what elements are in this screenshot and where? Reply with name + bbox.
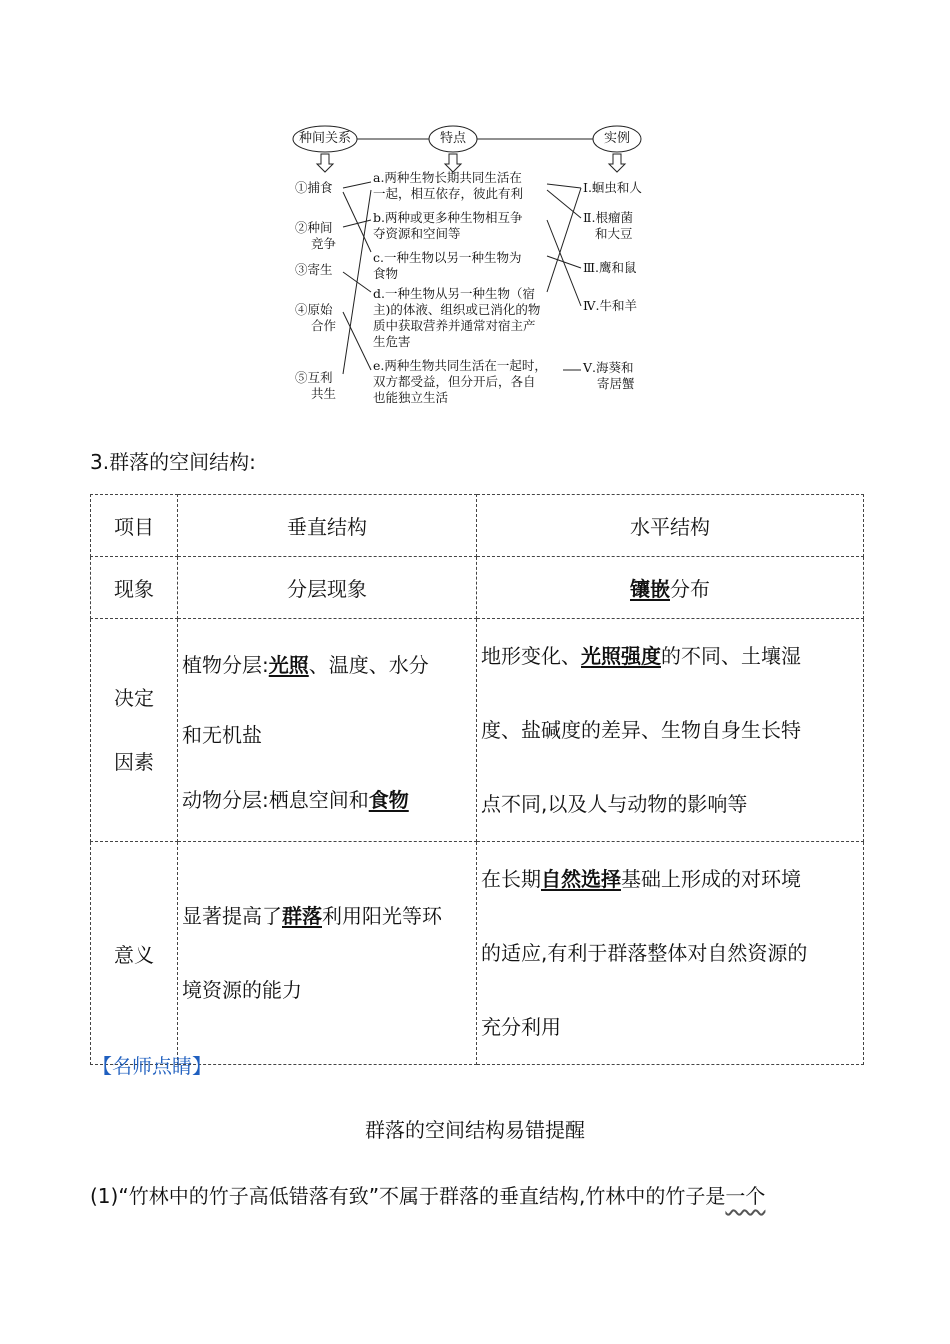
- tip-paragraph-text: (1)“竹林中的竹子高低错落有致”不属于群落的垂直结构,竹林中的竹子是: [90, 1184, 726, 1208]
- meaning-h-rest: 基础上形成的对环境: [621, 867, 801, 891]
- relation-parasitism: ③寄生: [295, 262, 333, 277]
- feature-d-2: 主)的体液、组织或已消化的物: [373, 302, 541, 317]
- table-row-phenomenon: [91, 557, 864, 619]
- feature-c-1: c.一种生物以另一种生物为: [373, 250, 522, 265]
- meaning-horizontal-line-1: [481, 842, 859, 916]
- factors-plant-prefix: 植物分层:: [182, 653, 269, 677]
- example-5-1: Ⅴ.海葵和: [583, 360, 634, 375]
- factors-label-1: 决定: [114, 686, 154, 710]
- meaning-v-rest: 利用阳光等环: [322, 904, 442, 928]
- header-vertical: 垂直结构: [178, 495, 477, 557]
- factors-horizontal: [477, 619, 864, 842]
- feature-d-4: 生危害: [373, 334, 411, 349]
- factors-horizontal-line-1: [481, 619, 859, 693]
- spatial-structure-table: [90, 494, 864, 1065]
- header-horizontal: 水平结构: [477, 495, 864, 557]
- relation-competition-2: 竞争: [311, 236, 337, 251]
- relation-competition-1: ②种间: [295, 220, 333, 235]
- meaning-horizontal-line-2: 的适应,有利于群落整体对自然资源的: [481, 941, 808, 965]
- meaning-label: 意义: [91, 842, 178, 1065]
- factors-animal-line: [182, 770, 472, 830]
- example-2-2: 和大豆: [595, 226, 633, 241]
- phenomenon-horizontal-rest: 分布: [670, 577, 710, 601]
- factors-plant-line: [182, 630, 472, 700]
- feature-a-1: a.两种生物长期共同生活在: [373, 170, 522, 185]
- feature-e-1: e.两种生物共同生活在一起时，: [373, 358, 547, 373]
- factors-animal-prefix: 动物分层:栖息空间和: [182, 788, 369, 812]
- example-5-2: 寄居蟹: [597, 376, 635, 391]
- table-row-factors: [91, 619, 864, 842]
- factors-horizontal-line-2: 度、盐碱度的差异、生物自身生长特: [481, 718, 801, 742]
- feature-d-1: d.一种生物从另一种生物（宿: [373, 286, 535, 301]
- feature-a-2: 一起，相互依存，彼此有利: [373, 186, 524, 201]
- feature-c-2: 食物: [373, 266, 399, 281]
- section-title: 3.群落的空间结构:: [90, 450, 256, 474]
- relation-protocooperation-1: ④原始: [295, 302, 333, 317]
- tip-paragraph-emphasis: 一个: [725, 1184, 766, 1208]
- meaning-horizontal: [477, 842, 864, 1065]
- example-1: Ⅰ.蛔虫和人: [583, 180, 642, 195]
- phenomenon-horizontal-key: 镶嵌: [630, 577, 670, 601]
- relation-predation: ①捕食: [295, 180, 333, 195]
- meaning-vertical-line-2: 境资源的能力: [182, 978, 302, 1002]
- diagram-header-feature: 特点: [439, 131, 466, 146]
- tip-label: 【名师点睛】: [92, 1054, 212, 1078]
- example-4: Ⅳ.牛和羊: [583, 298, 637, 313]
- feature-e-3: 也能独立生活: [373, 390, 449, 405]
- meaning-horizontal-line-3: 充分利用: [481, 1015, 561, 1039]
- feature-d-3: 质中获取营养并通常对宿主产: [373, 318, 536, 333]
- diagram-header-relation: 种间关系: [298, 131, 351, 146]
- phenomenon-label: 现象: [91, 557, 178, 619]
- factors-plant-key: 光照: [268, 653, 309, 677]
- factors-animal-key: 食物: [368, 788, 409, 812]
- factors-h-rest: 的不同、土壤湿: [661, 644, 801, 668]
- meaning-vertical: [178, 842, 477, 1065]
- species-relationship-diagram: [285, 122, 665, 412]
- meaning-vertical-line-1: [182, 879, 472, 953]
- meaning-h-key: 自然选择: [541, 867, 621, 891]
- factors-label: [91, 619, 178, 842]
- relation-mutualism-1: ⑤互利: [295, 370, 333, 385]
- table-row-meaning: [91, 842, 864, 1065]
- factors-horizontal-line-3: 点不同,以及人与动物的影响等: [481, 792, 748, 816]
- phenomenon-horizontal: [477, 557, 864, 619]
- example-3: Ⅲ.鹰和鼠: [583, 260, 637, 275]
- example-2-1: Ⅱ.根瘤菌: [583, 210, 633, 225]
- feature-b-1: b.两种或更多种生物相互争: [373, 210, 523, 225]
- relation-mutualism-2: 共生: [311, 386, 337, 401]
- diagram-header-example: 实例: [603, 131, 630, 146]
- factors-label-2: 因素: [114, 750, 154, 774]
- feature-e-2: 双方都受益，但分开后，各自: [373, 374, 536, 389]
- table-header-row: [91, 495, 864, 557]
- factors-plant-rest-2: 和无机盐: [182, 723, 262, 747]
- factors-plant-rest-1: 、温度、水分: [308, 653, 429, 677]
- tip-paragraph-1: [90, 1180, 765, 1209]
- meaning-v-key: 群落: [282, 904, 322, 928]
- meaning-v-prefix: 显著提高了: [182, 904, 282, 928]
- meaning-h-prefix: 在长期: [481, 867, 541, 891]
- factors-h-key: 光照强度: [581, 644, 661, 668]
- phenomenon-vertical: 分层现象: [178, 557, 477, 619]
- tip-title: 群落的空间结构易错提醒: [365, 1118, 585, 1142]
- factors-vertical: [178, 619, 477, 842]
- header-item: 项目: [91, 495, 178, 557]
- relation-protocooperation-2: 合作: [311, 318, 337, 333]
- factors-h-prefix: 地形变化、: [481, 644, 581, 668]
- feature-b-2: 夺资源和空间等: [373, 226, 461, 241]
